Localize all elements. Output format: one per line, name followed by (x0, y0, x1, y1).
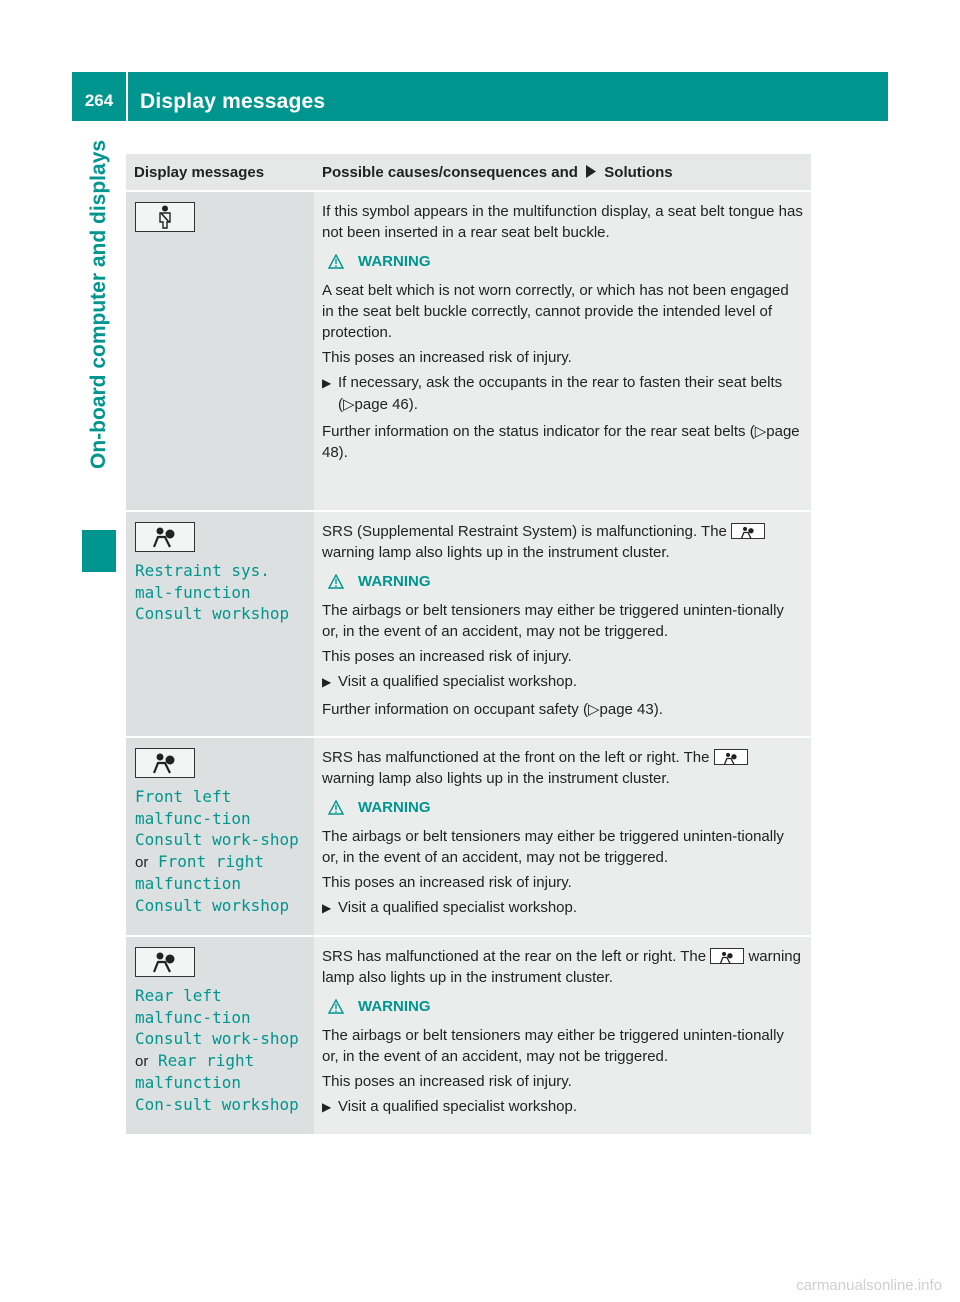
causes-solutions-cell (314, 737, 811, 936)
display-messages-table (126, 154, 811, 1136)
display-message-text: Front left malfunc‑tion Consult work‑shop or Front right malfunction Consult workshop (135, 787, 299, 915)
display-message-text: Rear left malfunc‑tion Consult work‑shop or Rear right malfunction Con‑sult workshop (135, 986, 299, 1114)
further-info-text: Further information on occupant safety (▷page 43). (322, 701, 663, 718)
warning-text: The airbags or belt tensioners may either be triggered uninten‑tionally or, in the event of an accident, may not be triggered. (322, 602, 784, 640)
further-info-text: Further information on the status indicator for the rear seat belts (▷page 48). (322, 423, 800, 461)
warning-label: WARNING (358, 998, 431, 1015)
cause-text: SRS has malfunctioned at the front on the left or right. The warning lamp also lights up in the instrument cluster. (322, 747, 804, 789)
header-solutions-label: Solutions (604, 163, 673, 181)
footer-watermark: carmanualsonline.info (796, 1277, 942, 1294)
section-side-label: On-board computer and displays (87, 140, 110, 470)
risk-text: This poses an increased risk of injury. (322, 874, 572, 891)
table-row (126, 936, 811, 1135)
step-arrow-icon: ▶ (322, 376, 332, 390)
section-side-marker (82, 530, 116, 572)
risk-text: This poses an increased risk of injury. (322, 1073, 572, 1090)
warning-heading (322, 797, 804, 818)
warning-label: WARNING (358, 799, 431, 816)
page-title: Display messages (140, 90, 326, 113)
solution-arrow-icon (585, 165, 597, 178)
display-message-cell (126, 936, 314, 1135)
causes-solutions-cell (314, 511, 811, 737)
display-message-cell (126, 737, 314, 936)
airbag-warning-lamp-icon (714, 749, 748, 765)
warning-triangle-icon (328, 254, 344, 269)
header-causes-label: Possible causes/consequences and (322, 163, 578, 181)
airbag-srs-icon (135, 947, 195, 977)
warning-heading (322, 251, 804, 272)
page-ref-icon: ▷ (587, 701, 600, 718)
section-side-tab (72, 140, 126, 1170)
warning-heading (322, 571, 804, 592)
warning-label: WARNING (358, 253, 431, 270)
warning-text: The airbags or belt tensioners may either be triggered uninten‑tionally or, in the event of an accident, may not be triggered. (322, 828, 784, 866)
airbag-warning-lamp-icon (710, 948, 744, 964)
cause-text: If this symbol appears in the multifunction display, a seat belt tongue has not been inserted in a rear seat belt buckle. (322, 203, 803, 241)
table-row (126, 737, 811, 936)
column-header-display-messages: Display messages (126, 154, 314, 191)
airbag-warning-lamp-icon (731, 523, 765, 539)
display-message-cell (126, 191, 314, 511)
page-number: 264 (72, 72, 128, 121)
page-header (72, 72, 888, 121)
causes-solutions-cell (314, 936, 811, 1135)
warning-heading (322, 996, 804, 1017)
table-row (126, 511, 811, 737)
page-ref-icon: ▷ (754, 423, 767, 440)
cause-text: SRS (Supplemental Restraint System) is malfunctioning. The warning lamp also lights up in the instrument cluster. (322, 521, 804, 563)
warning-label: WARNING (358, 573, 431, 590)
step-arrow-icon: ▶ (322, 675, 332, 689)
warning-triangle-icon (328, 574, 344, 589)
warning-text: The airbags or belt tensioners may either be triggered uninten‑tionally or, in the event of an accident, may not be triggered. (322, 1027, 784, 1065)
causes-solutions-cell (314, 191, 811, 511)
display-message-text: Restraint sys. mal‑function Consult workshop (135, 561, 290, 623)
airbag-srs-icon (135, 748, 195, 778)
display-message-cell (126, 511, 314, 737)
risk-text: This poses an increased risk of injury. (322, 648, 572, 665)
warning-text: A seat belt which is not worn correctly, or which has not been engaged in the seat belt buckle correctly, cannot provide the intended level of protection. (322, 282, 789, 341)
cause-text: SRS has malfunctioned at the rear on the left or right. The warning lamp also lights up in the instrument cluster. (322, 948, 801, 986)
solution-step: ▶ Visit a qualified specialist workshop. (322, 671, 804, 693)
step-arrow-icon: ▶ (322, 1100, 332, 1114)
risk-text: This poses an increased risk of injury. (322, 349, 572, 366)
warning-triangle-icon (328, 999, 344, 1014)
column-header-causes-solutions (314, 154, 811, 191)
page-ref-icon: ▷ (343, 396, 355, 413)
solution-step: ▶ Visit a qualified specialist workshop. (322, 897, 804, 919)
table-header-row (126, 154, 811, 191)
step-arrow-icon: ▶ (322, 901, 332, 915)
airbag-srs-icon (135, 522, 195, 552)
seat-belt-icon (135, 202, 195, 232)
table-row (126, 191, 811, 511)
solution-step: ▶ Visit a qualified specialist workshop. (322, 1096, 804, 1118)
solution-step: ▶ If necessary, ask the occupants in the rear to fasten their seat belts (▷page 46). (322, 374, 783, 413)
warning-triangle-icon (328, 800, 344, 815)
